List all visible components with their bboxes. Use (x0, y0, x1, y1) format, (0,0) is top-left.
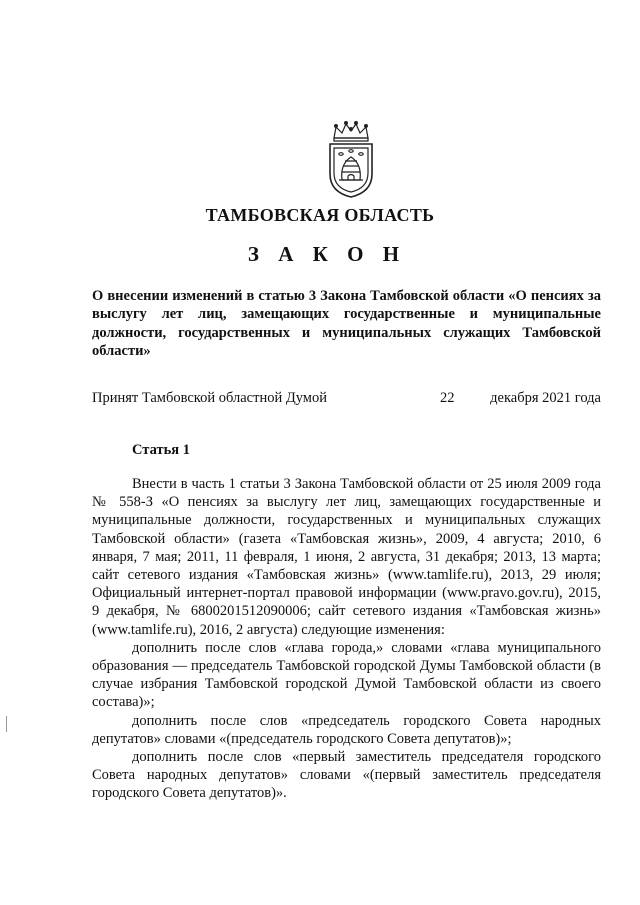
article-body (92, 475, 601, 803)
law-subject: О внесении изменений в статью 3 Закона Тамбовской области «О пенсиях за выслугу лет лиц, замещающих государственные и муниципальные должности, государственных и муниципальных служащих Тамбовской области» (92, 288, 601, 360)
adopted-by: Принят Тамбовской областной Думой (92, 390, 327, 406)
coat-of-arms-icon (321, 120, 381, 200)
article-heading: Статья 1 (132, 442, 190, 458)
article-paragraph: Внести в часть 1 статьи 3 Закона Тамбовской области от 25 июля 2009 года № 558-З «О пенсиях за выслугу лет лиц, замещающих государственные и муниципальные должности, государственных и муниципальных служащих Тамбовской области» (газета «Тамбовская жизнь», 2009, 4 августа; 2010, 6 января, 7 мая; 2011, 11 февраля, 1 июня, 2 августа, 31 декабря; 2013, 13 марта; сайт сетевого издания «Тамбовская жизнь» (www.tamlife.ru), 2013, 29 июля; Официальный интернет-портал правовой информации (www.pravo.gov.ru), 2015, 9 декабря, № 6800201512090006; сайт сетевого издания «Тамбовская жизнь» (www.tamlife.ru), 2016, 2 августа) следующие изменения: (92, 476, 601, 638)
article-paragraph: дополнить после слов «председатель городского Совета народных депутатов» словами «(председатель городского Совета депутатов)»; (92, 712, 601, 747)
article-paragraph: дополнить после слов «глава города,» словами «глава муниципального образования — председатель Тамбовской городской Думы Тамбовской области (в случае избрания Тамбовской городской Думой Тамбовской области из своего состава)»; (92, 639, 601, 711)
adoption-line (92, 390, 601, 410)
region-title: ТАМБОВСКАЯ ОБЛАСТЬ (205, 205, 435, 225)
scan-margin-mark (6, 716, 7, 732)
adopted-day: 22 (440, 390, 455, 406)
article-paragraph: дополнить после слов «первый заместитель председателя городского Совета народных депутатов» словами «(первый заместитель председателя городского Совета депутатов)». (92, 749, 601, 802)
adopted-month-year: декабря 2021 года (490, 390, 601, 406)
document-type-title: З А К О Н (247, 242, 407, 266)
